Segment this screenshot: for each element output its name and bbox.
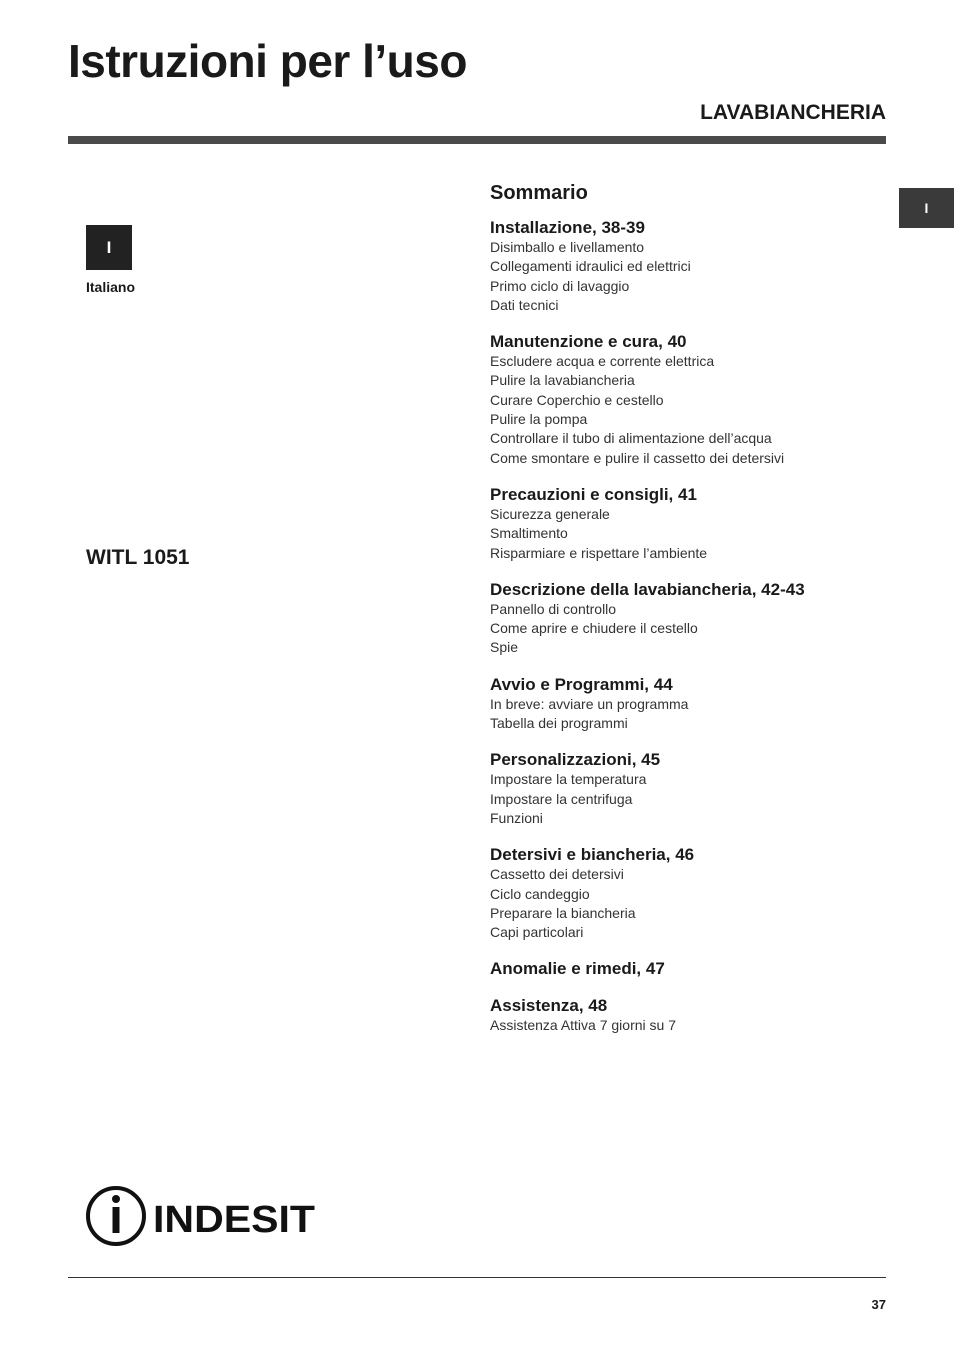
toc-item: Controllare il tubo di alimentazione dell’acqua	[490, 430, 772, 447]
toc-section	[490, 485, 890, 563]
toc-item: Smaltimento	[490, 525, 568, 542]
toc-section-title: Precauzioni e consigli, 41	[490, 484, 697, 504]
toc-item: Impostare la centrifuga	[490, 790, 633, 807]
toc-item: Ciclo candeggio	[490, 885, 590, 902]
toc-item: Assistenza Attiva 7 giorni su 7	[490, 1017, 676, 1034]
toc-item: Disimballo e livellamento	[490, 239, 645, 255]
table-of-contents	[490, 180, 890, 1053]
toc-item: Escludere acqua e corrente elettrica	[490, 353, 715, 370]
toc-section	[490, 959, 890, 979]
toc-section	[490, 750, 890, 828]
toc-item: Cassetto dei detersivi	[490, 866, 624, 883]
toc-item: Come aprire e chiudere il cestello	[490, 620, 698, 637]
toc-section-title: Assistenza, 48	[490, 996, 608, 1016]
toc-item: Dati tecnici	[490, 296, 559, 313]
toc-item: Collegamenti idraulici ed elettrici	[490, 258, 691, 275]
toc-item: Curare Coperchio e cestello	[490, 391, 664, 408]
model-name: WITL 1051	[86, 546, 190, 569]
toc-item: In breve: avviare un programma	[490, 695, 689, 712]
toc-section-title: Detersivi e biancheria, 46	[490, 845, 695, 865]
toc-item: Funzioni	[490, 809, 543, 826]
toc-section	[490, 332, 890, 468]
toc-item: Primo ciclo di lavaggio	[490, 277, 630, 294]
toc-section	[490, 675, 890, 734]
toc-item: Come smontare e pulire il cassetto dei detersivi	[490, 449, 785, 466]
document-type: LAVABIANCHERIA	[700, 101, 886, 124]
toc-item: Pulire la pompa	[490, 411, 588, 428]
toc-item: Tabella dei programmi	[490, 715, 628, 732]
brand-name: INDESIT	[153, 1199, 315, 1241]
language-label: Italiano	[86, 279, 136, 295]
header-divider	[68, 136, 886, 144]
toc-sections	[490, 218, 890, 1036]
page-title: Istruzioni per l’uso	[68, 35, 467, 87]
toc-item: Impostare la temperatura	[490, 771, 647, 788]
toc-item: Sicurezza generale	[490, 505, 610, 522]
toc-section	[490, 845, 890, 942]
page-number: 37	[871, 1297, 886, 1312]
toc-item: Preparare la biancheria	[490, 904, 636, 921]
toc-item: Pulire la lavabiancheria	[490, 372, 635, 389]
language-side-tab: I	[899, 188, 954, 228]
toc-section-title: Manutenzione e cura, 40	[490, 332, 687, 352]
toc-section-title: Anomalie e rimedi, 47	[490, 959, 665, 979]
toc-heading: Sommario	[490, 182, 588, 204]
toc-item: Pannello di controllo	[490, 600, 617, 617]
toc-section-title: Personalizzazioni, 45	[490, 750, 661, 770]
footer-divider	[68, 1277, 886, 1278]
toc-section-title: Avvio e Programmi, 44	[490, 674, 673, 694]
toc-item: Spie	[490, 639, 519, 656]
toc-section	[490, 580, 890, 658]
toc-section	[490, 996, 890, 1035]
toc-section-title: Descrizione della lavabiancheria, 42-43	[490, 579, 805, 599]
indesit-logo-icon	[85, 1185, 325, 1247]
language-code-box: I	[86, 225, 132, 270]
toc-item: Risparmiare e rispettare l’ambiente	[490, 544, 708, 561]
toc-item: Capi particolari	[490, 924, 584, 941]
toc-section	[490, 218, 890, 315]
toc-section-title: Installazione, 38-39	[490, 218, 645, 237]
